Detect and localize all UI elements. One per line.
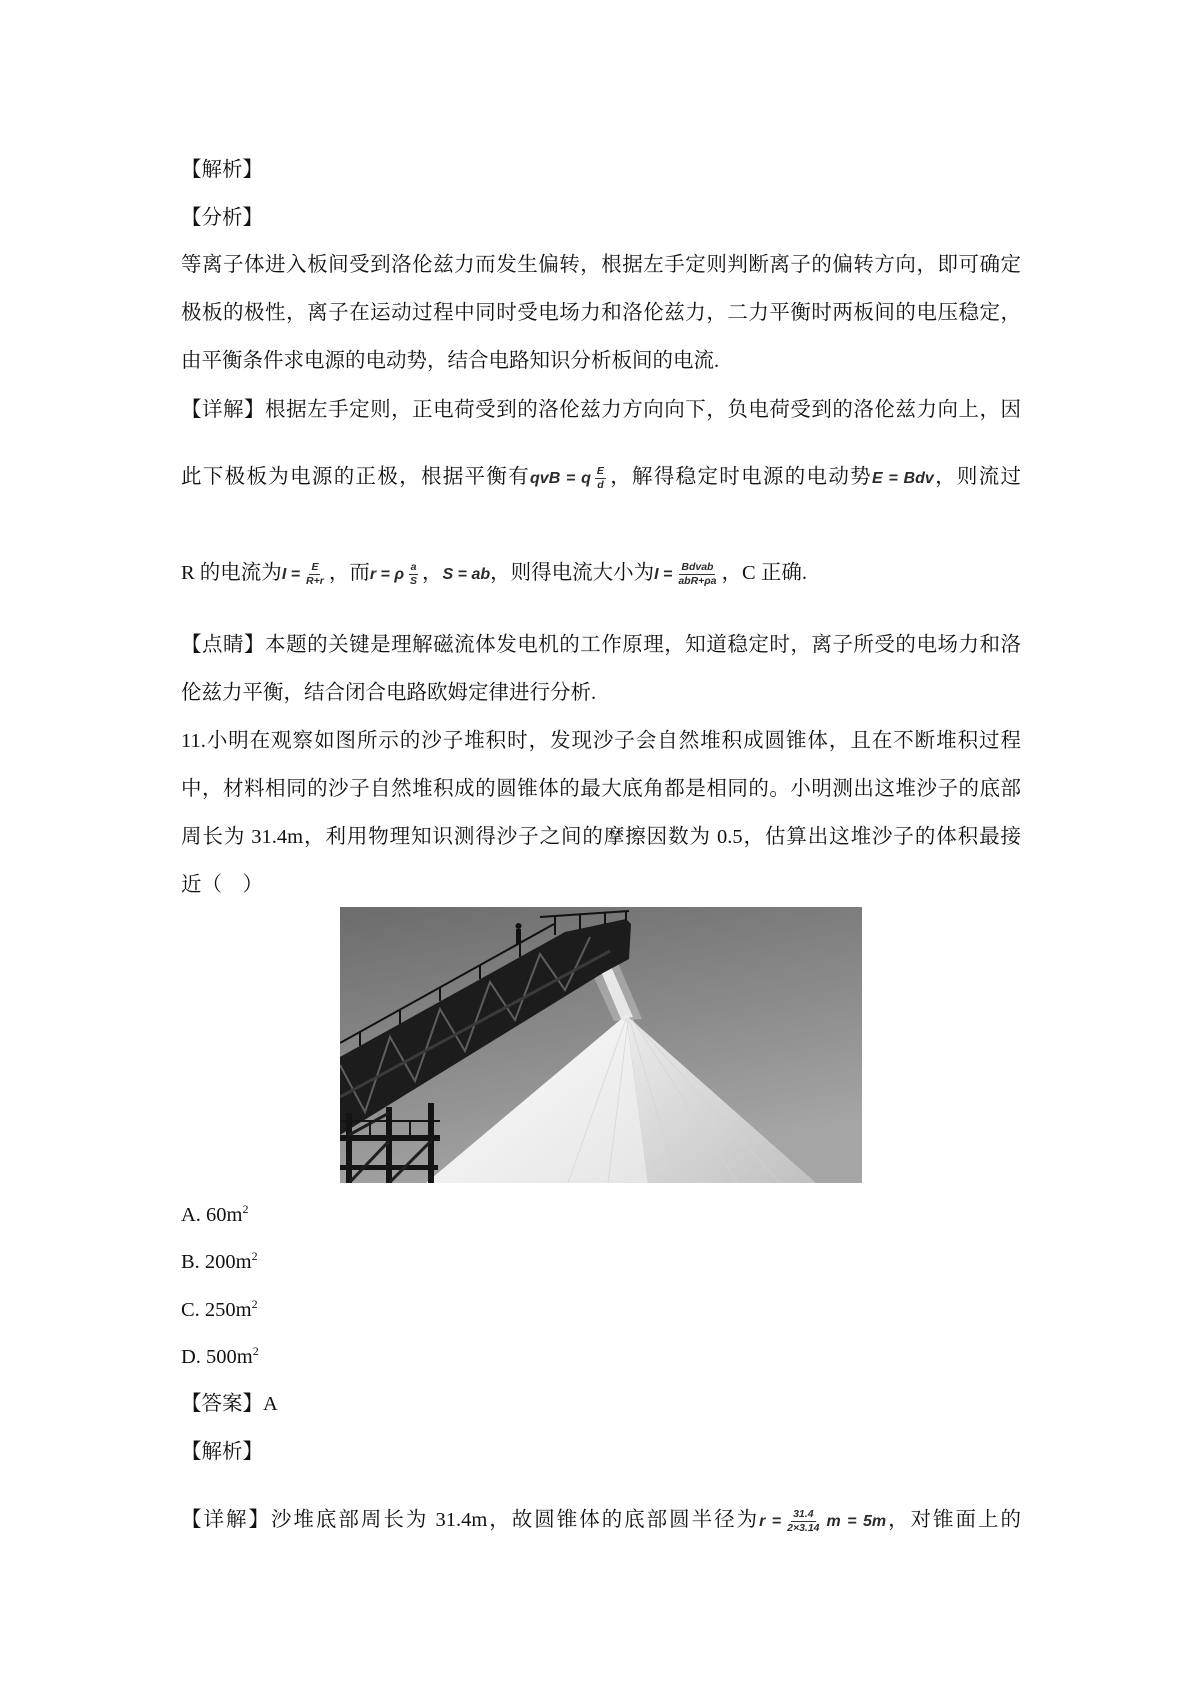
fraction-denominator: abR+ρa xyxy=(678,574,717,587)
fraction xyxy=(676,561,718,588)
formula-text: I = xyxy=(654,566,673,583)
fraction-numerator: Bdvab xyxy=(681,560,714,573)
detail-text: R 的电流为 xyxy=(181,562,282,584)
question-stem-line: 近（ ） xyxy=(181,874,263,896)
formula-text: E = Bdv xyxy=(872,470,934,487)
detail-line-with-formula xyxy=(181,548,1021,598)
fraction-numerator: E xyxy=(596,464,604,477)
detail-line-with-formula xyxy=(181,452,1021,502)
section-heading-jiexi: 【解析】 xyxy=(181,1441,263,1463)
section-heading-jiexi: 【解析】 xyxy=(181,159,263,181)
analysis-line: 等离子体进入板间受到洛伦兹力而发生偏转，根据左手定则判断离子的偏转方向，即可确定 xyxy=(181,254,1021,276)
option-superscript: 2 xyxy=(251,1249,258,1264)
fraction-numerator: 31.4 xyxy=(793,1507,814,1520)
formula-text: I = xyxy=(281,566,301,583)
fraction-denominator: S xyxy=(410,574,418,587)
fraction xyxy=(408,561,419,588)
formula-text: S = ab xyxy=(442,566,491,583)
detail-text: ，而 xyxy=(328,562,370,584)
dianjing-line: 伦兹力平衡，结合闭合电路欧姆定律进行分析. xyxy=(181,682,597,704)
detail-text: ，对锥面上的 xyxy=(886,1509,1022,1531)
option-text: A. 60m xyxy=(181,1204,243,1226)
detail-text: ，解得稳定时电源的电动势 xyxy=(608,466,873,488)
question-stem-line: 周长为 31.4m，利用物理知识测得沙子之间的摩擦因数为 0.5，估算出这堆沙子的体积最接 xyxy=(181,826,1021,848)
option-text: C. 250m xyxy=(181,1299,252,1321)
answer-line: 【答案】A xyxy=(181,1393,278,1415)
option-d xyxy=(181,1341,1021,1373)
option-superscript: 2 xyxy=(251,1297,258,1312)
detail-line-with-formula xyxy=(181,1495,1021,1545)
question-stem-line: 中，材料相同的沙子自然堆积成的圆锥体的最大底角都是相同的。小明测出这堆沙子的底部 xyxy=(181,778,1021,800)
option-text: D. 500m xyxy=(181,1346,253,1368)
fraction-denominator: R+r xyxy=(306,574,324,587)
fraction xyxy=(785,1508,821,1535)
analysis-line: 极板的极性，离子在运动过程中同时受电场力和洛伦兹力，二力平衡时两板间的电压稳定， xyxy=(181,302,1021,324)
analysis-line: 由平衡条件求电源的电动势，结合电路知识分析板间的电流. xyxy=(181,350,720,372)
detail-text: ，则流过 xyxy=(933,466,1022,488)
fraction-denominator: 2×3.14 xyxy=(787,1521,820,1534)
option-superscript: 2 xyxy=(242,1202,249,1217)
detail-text: 【详解】沙堆底部周长为 31.4m，故圆锥体的底部圆半径为 xyxy=(181,1509,760,1531)
fraction xyxy=(304,561,326,588)
fraction-denominator: d xyxy=(597,478,604,491)
formula-text: m = 5m xyxy=(826,1513,887,1530)
question-stem-line: 11.小明在观察如图所示的沙子堆积时，发现沙子会自然堆积成圆锥体，且在不断堆积过程 xyxy=(181,730,1021,752)
fraction xyxy=(595,465,606,492)
detail-text: ，则得电流大小为 xyxy=(490,562,655,584)
worker-body xyxy=(516,929,521,944)
fraction-numerator: E xyxy=(311,560,319,573)
sand-pile-conveyor-photo xyxy=(340,907,862,1183)
option-a xyxy=(181,1199,1021,1231)
worker-silhouette xyxy=(516,923,522,944)
detail-text: 此下极板为电源的正极，根据平衡有 xyxy=(181,466,531,488)
option-b xyxy=(181,1246,1021,1278)
detail-text: ， xyxy=(422,562,443,584)
support-leg xyxy=(346,1113,352,1183)
dianjing-line: 【点睛】本题的关键是理解磁流体发电机的工作原理，知道稳定时，离子所受的电场力和洛 xyxy=(181,634,1021,656)
worker-head xyxy=(516,923,522,929)
section-heading-fenxi: 【分析】 xyxy=(181,207,263,229)
option-text: B. 200m xyxy=(181,1251,252,1273)
detail-text: ，C 正确. xyxy=(721,562,807,584)
formula-text: qvB = q xyxy=(530,470,591,487)
formula-text: r = xyxy=(759,1513,782,1530)
option-superscript: 2 xyxy=(252,1344,259,1359)
detail-line: 【详解】根据左手定则，正电荷受到的洛伦兹力方向向下，负电荷受到的洛伦兹力向上，因 xyxy=(181,399,1021,421)
formula-text: r = ρ xyxy=(369,566,405,583)
fraction-numerator: a xyxy=(410,560,417,573)
option-c xyxy=(181,1294,1021,1326)
